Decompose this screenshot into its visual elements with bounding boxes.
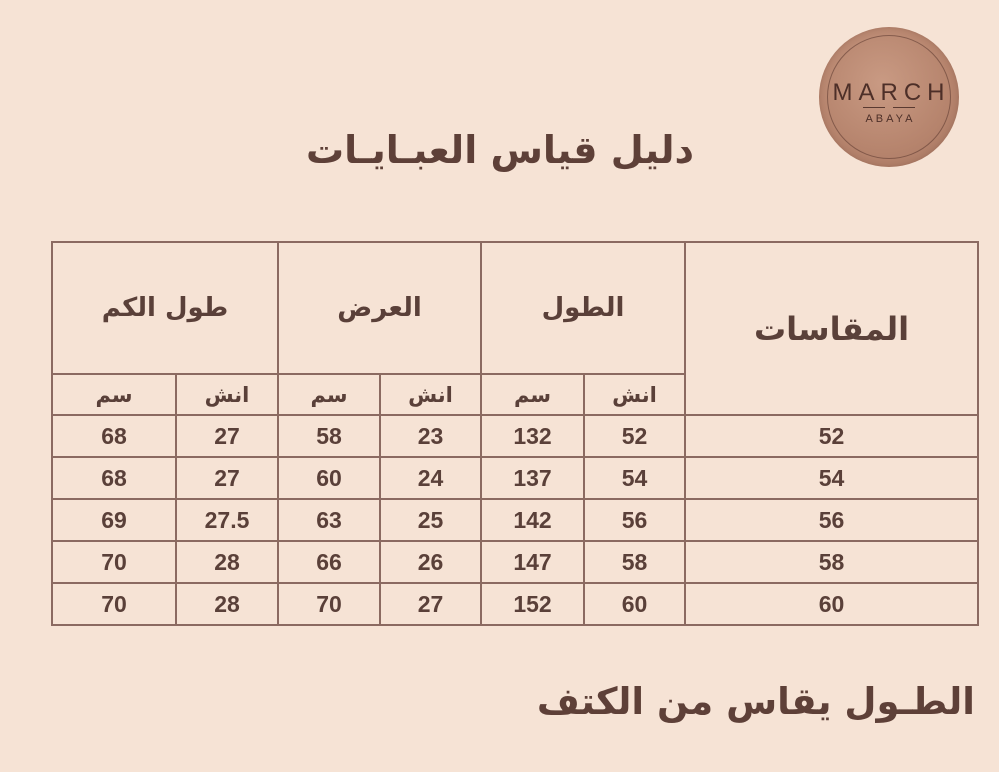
size-cell: 54 (685, 457, 978, 499)
unit-cm: سم (278, 374, 380, 415)
sleeve-inch-cell: 27 (176, 457, 278, 499)
sleeve-inch-cell: 28 (176, 541, 278, 583)
width-cm-cell: 70 (278, 583, 380, 625)
table-row (52, 583, 978, 625)
width-header: العرض (278, 242, 481, 374)
unit-cm: سم (52, 374, 176, 415)
width-inch-cell: 25 (380, 499, 481, 541)
width-inch-cell: 24 (380, 457, 481, 499)
length-cm-cell: 147 (481, 541, 584, 583)
length-inch-cell: 52 (584, 415, 685, 457)
sleeve-inch-cell: 28 (176, 583, 278, 625)
table-row (52, 541, 978, 583)
brand-logo (819, 27, 959, 167)
length-cm-cell: 137 (481, 457, 584, 499)
sleeve-inch-cell: 27 (176, 415, 278, 457)
length-inch-cell: 56 (584, 499, 685, 541)
length-inch-cell: 60 (584, 583, 685, 625)
width-cm-cell: 60 (278, 457, 380, 499)
logo-subtitle: ABAYA (865, 113, 916, 125)
size-header: المقاسات (685, 242, 978, 415)
unit-cm: سم (481, 374, 584, 415)
width-inch-cell: 26 (380, 541, 481, 583)
size-cell: 52 (685, 415, 978, 457)
measurement-note: الطـول يقاس من الكتف (536, 680, 975, 723)
sleeve-inch-cell: 27.5 (176, 499, 278, 541)
width-cm-cell: 58 (278, 415, 380, 457)
size-cell: 56 (685, 499, 978, 541)
length-cm-cell: 142 (481, 499, 584, 541)
length-inch-cell: 58 (584, 541, 685, 583)
logo-name: MARCH (832, 79, 951, 106)
sleeve-header: طول الكم (52, 242, 278, 374)
sleeve-cm-cell: 68 (52, 457, 176, 499)
unit-inch: انش (380, 374, 481, 415)
length-header: الطول (481, 242, 685, 374)
size-chart-table (51, 241, 979, 626)
table-row (52, 499, 978, 541)
size-cell: 60 (685, 583, 978, 625)
logo-line-right (893, 107, 915, 108)
length-cm-cell: 152 (481, 583, 584, 625)
unit-inch: انش (584, 374, 685, 415)
size-cell: 58 (685, 541, 978, 583)
sleeve-cm-cell: 70 (52, 583, 176, 625)
sleeve-cm-cell: 70 (52, 541, 176, 583)
logo-line-left (863, 107, 885, 108)
sleeve-cm-cell: 68 (52, 415, 176, 457)
length-cm-cell: 132 (481, 415, 584, 457)
width-inch-cell: 23 (380, 415, 481, 457)
page-title: دليل قياس العبـايـات (306, 128, 694, 172)
width-inch-cell: 27 (380, 583, 481, 625)
sleeve-cm-cell: 69 (52, 499, 176, 541)
width-cm-cell: 63 (278, 499, 380, 541)
table-row (52, 457, 978, 499)
unit-inch: انش (176, 374, 278, 415)
width-cm-cell: 66 (278, 541, 380, 583)
length-inch-cell: 54 (584, 457, 685, 499)
table-row (52, 415, 978, 457)
